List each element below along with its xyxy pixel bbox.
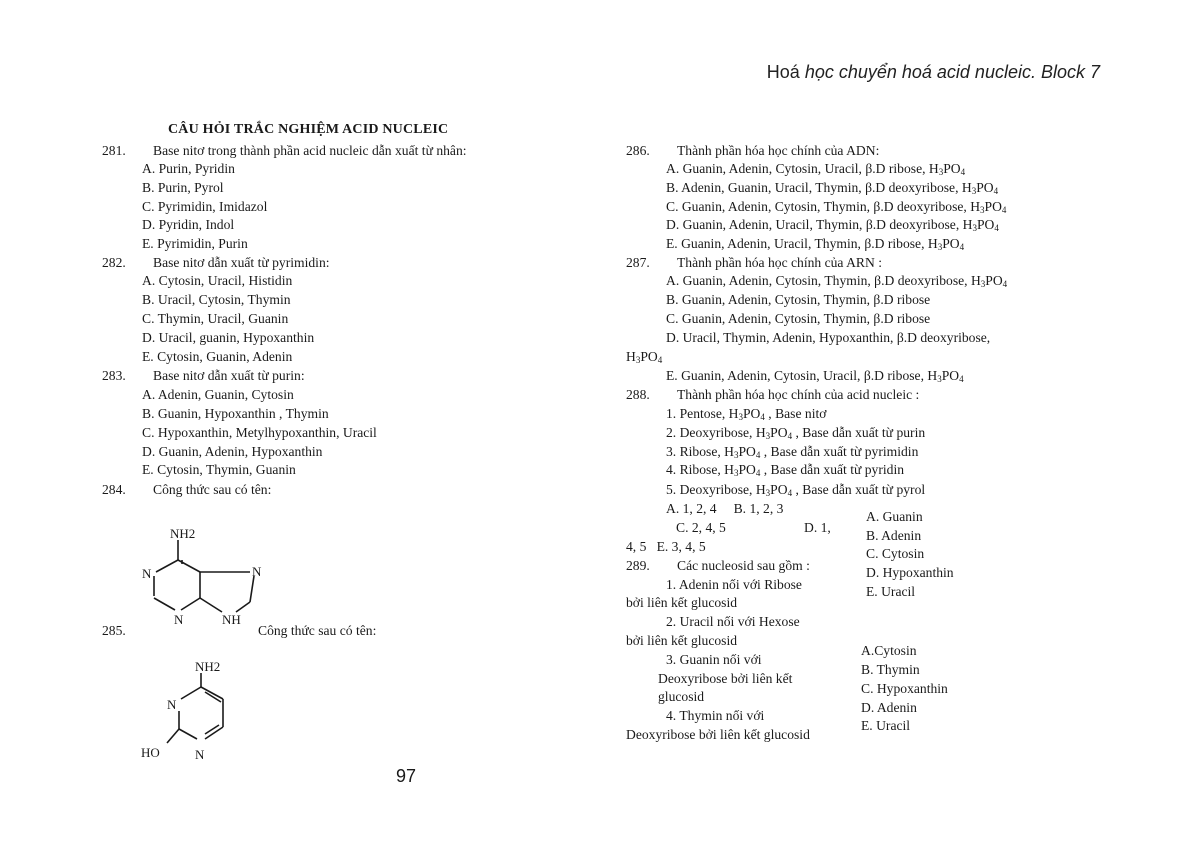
q287-option-d: D. Uracil, Thymin, Adenin, Hypoxanthin, β.D deoxyribose, [666, 330, 991, 345]
header-prefix: Hoá [766, 62, 805, 82]
q288-item-3: 3. Ribose, $H_3PO_4$ , Base dẫn xuất từ pyrimidin [666, 444, 919, 460]
q289-line-7: glucosid [658, 689, 705, 704]
q285-ho-label: HO [141, 745, 160, 760]
q286-number: 286. [626, 143, 650, 158]
q289-line-5: 3. Guanin nối với [666, 652, 762, 667]
q287-option-d-cont: $H_3PO_4$ [626, 349, 663, 365]
q283-text: Base nitơ dẫn xuất từ purin: [153, 368, 305, 383]
q281-option-c: C. Pyrimidin, Imidazol [142, 199, 268, 214]
q282-option-d: D. Uracil, guanin, Hypoxanthin [142, 330, 315, 345]
q285-text: Công thức sau có tên: [258, 623, 377, 638]
q287-text: Thành phần hóa học chính của ARN : [677, 255, 882, 270]
q281-number: 281. [102, 143, 126, 158]
q288-item-4: 4. Ribose, $H_3PO_4$ , Base dẫn xuất từ pyridin [666, 462, 905, 478]
page-number: 97 [396, 766, 417, 786]
q282-option-b: B. Uracil, Cytosin, Thymin [142, 292, 291, 307]
q289-line-4: bởi liên kết glucosid [626, 633, 738, 648]
q285-nh2-label: NH2 [195, 659, 221, 674]
q289-line-9: Deoxyribose bởi liên kết glucosid [626, 727, 810, 742]
q289-text: Các nucleosid sau gồm : [677, 558, 810, 573]
q288-answers-line2a: C. 2, 4, 5 [676, 520, 726, 535]
q286-option-b: B. Adenin, Guanin, Uracil, Thymin, β.D deoxyribose, $H_3PO_4$ [666, 180, 999, 196]
q286-text: Thành phần hóa học chính của ADN: [677, 143, 880, 158]
q281-option-d: D. Pyridin, Indol [142, 217, 235, 232]
side-options-2-b: B. Thymin [861, 662, 920, 677]
q282-text: Base nitơ dẫn xuất từ pyrimidin: [153, 255, 330, 270]
q281-option-a: A. Purin, Pyridin [142, 161, 235, 176]
side-options-1-c: C. Cytosin [866, 546, 925, 561]
q289-line-6: Deoxyribose bởi liên kết [658, 671, 793, 686]
q282-option-c: C. Thymin, Uracil, Guanin [142, 311, 289, 326]
q287-option-c: C. Guanin, Adenin, Cytosin, Thymin, β.D ribose [666, 311, 931, 326]
page-title: CÂU HỎI TRẮC NGHIỆM ACID NUCLEIC [168, 122, 449, 137]
q288-item-2: 2. Deoxyribose, $H_3PO_4$ , Base dẫn xuất từ purin [666, 425, 926, 441]
q285-n-bottom-label: N [195, 747, 205, 762]
side-options-1-a: A. Guanin [866, 509, 923, 524]
q288-text: Thành phần hóa học chính của acid nucleic : [677, 387, 920, 402]
q283-option-e: E. Cytosin, Thymin, Guanin [142, 462, 296, 477]
q283-option-a: A. Adenin, Guanin, Cytosin [142, 387, 294, 402]
q284-nh2-label: NH2 [170, 526, 196, 541]
q285-number: 285. [102, 623, 126, 638]
side-options-1-d: D. Hypoxanthin [866, 565, 954, 580]
q285-n-top-label: N [167, 697, 177, 712]
header-italic: học chuyển hoá acid nucleic. Block 7 [804, 62, 1100, 82]
q281-option-e: E. Pyrimidin, Purin [142, 236, 248, 251]
page-header [767, 62, 1100, 83]
q289-line-8: 4. Thymin nối với [666, 708, 765, 723]
q286-option-a: A. Guanin, Adenin, Cytosin, Uracil, β.D ribose, $H_3PO_4$ [666, 161, 966, 177]
q281-option-b: B. Purin, Pyrol [142, 180, 224, 195]
q287-number: 287. [626, 255, 650, 270]
q288-answers-line3: 4, 5 E. 3, 4, 5 [626, 539, 706, 554]
q284-nh-label: NH [222, 612, 241, 627]
side-options-2-e: E. Uracil [861, 718, 911, 733]
q283-number: 283. [102, 368, 126, 383]
q289-line-3: 2. Uracil nối với Hexose [666, 614, 800, 629]
side-options-2-c: C. Hypoxanthin [861, 681, 948, 696]
q288-answers-line2b: D. 1, [804, 520, 831, 535]
q288-item-5: 5. Deoxyribose, $H_3PO_4$ , Base dẫn xuất từ pyrol [666, 482, 926, 498]
q286-option-d: D. Guanin, Adenin, Uracil, Thymin, β.D deoxyribose, $H_3PO_4$ [666, 217, 999, 233]
q287-option-a: A. Guanin, Adenin, Cytosin, Thymin, β.D deoxyribose, $H_3PO_4$ [666, 273, 1008, 289]
q288-answers-line1: A. 1, 2, 4 B. 1, 2, 3 [666, 501, 784, 516]
q284-n-bottom-label: N [174, 612, 184, 627]
q289-number: 289. [626, 558, 650, 573]
q283-option-d: D. Guanin, Adenin, Hypoxanthin [142, 444, 323, 459]
side-options-2-d: D. Adenin [861, 700, 917, 715]
q288-number: 288. [626, 387, 650, 402]
side-options-2-a: A.Cytosin [861, 643, 917, 658]
q281-text: Base nitơ trong thành phần acid nucleic dẫn xuất từ nhân: [153, 143, 467, 158]
q284-n-imid-label: N [252, 564, 262, 579]
q282-number: 282. [102, 255, 126, 270]
q287-option-b: B. Guanin, Adenin, Cytosin, Thymin, β.D ribose [666, 292, 931, 307]
q284-n1-label: N [142, 566, 152, 581]
q288-item-1: 1. Pentose, $H_3PO_4$ , Base nitơ [666, 406, 827, 422]
q287-option-e: E. Guanin, Adenin, Cytosin, Uracil, β.D ribose, $H_3PO_4$ [666, 368, 964, 384]
q289-line-1: 1. Adenin nối với Ribose [666, 577, 802, 592]
q284-text: Công thức sau có tên: [153, 482, 272, 497]
q285-structure [135, 655, 255, 765]
q286-option-c: C. Guanin, Adenin, Cytosin, Thymin, β.D deoxyribose, $H_3PO_4$ [666, 199, 1007, 215]
q282-option-a: A. Cytosin, Uracil, Histidin [142, 273, 293, 288]
q283-option-b: B. Guanin, Hypoxanthin , Thymin [142, 406, 329, 421]
side-options-1-e: E. Uracil [866, 584, 916, 599]
q284-number: 284. [102, 482, 126, 497]
q282-option-e: E. Cytosin, Guanin, Adenin [142, 349, 293, 364]
side-options-1-b: B. Adenin [866, 528, 922, 543]
q284-structure [130, 520, 280, 630]
q289-line-2: bởi liên kết glucosid [626, 595, 738, 610]
q286-option-e: E. Guanin, Adenin, Uracil, Thymin, β.D ribose, $H_3PO_4$ [666, 236, 965, 252]
q283-option-c: C. Hypoxanthin, Metylhypoxanthin, Uracil [142, 425, 377, 440]
q284-bonds [154, 540, 254, 612]
